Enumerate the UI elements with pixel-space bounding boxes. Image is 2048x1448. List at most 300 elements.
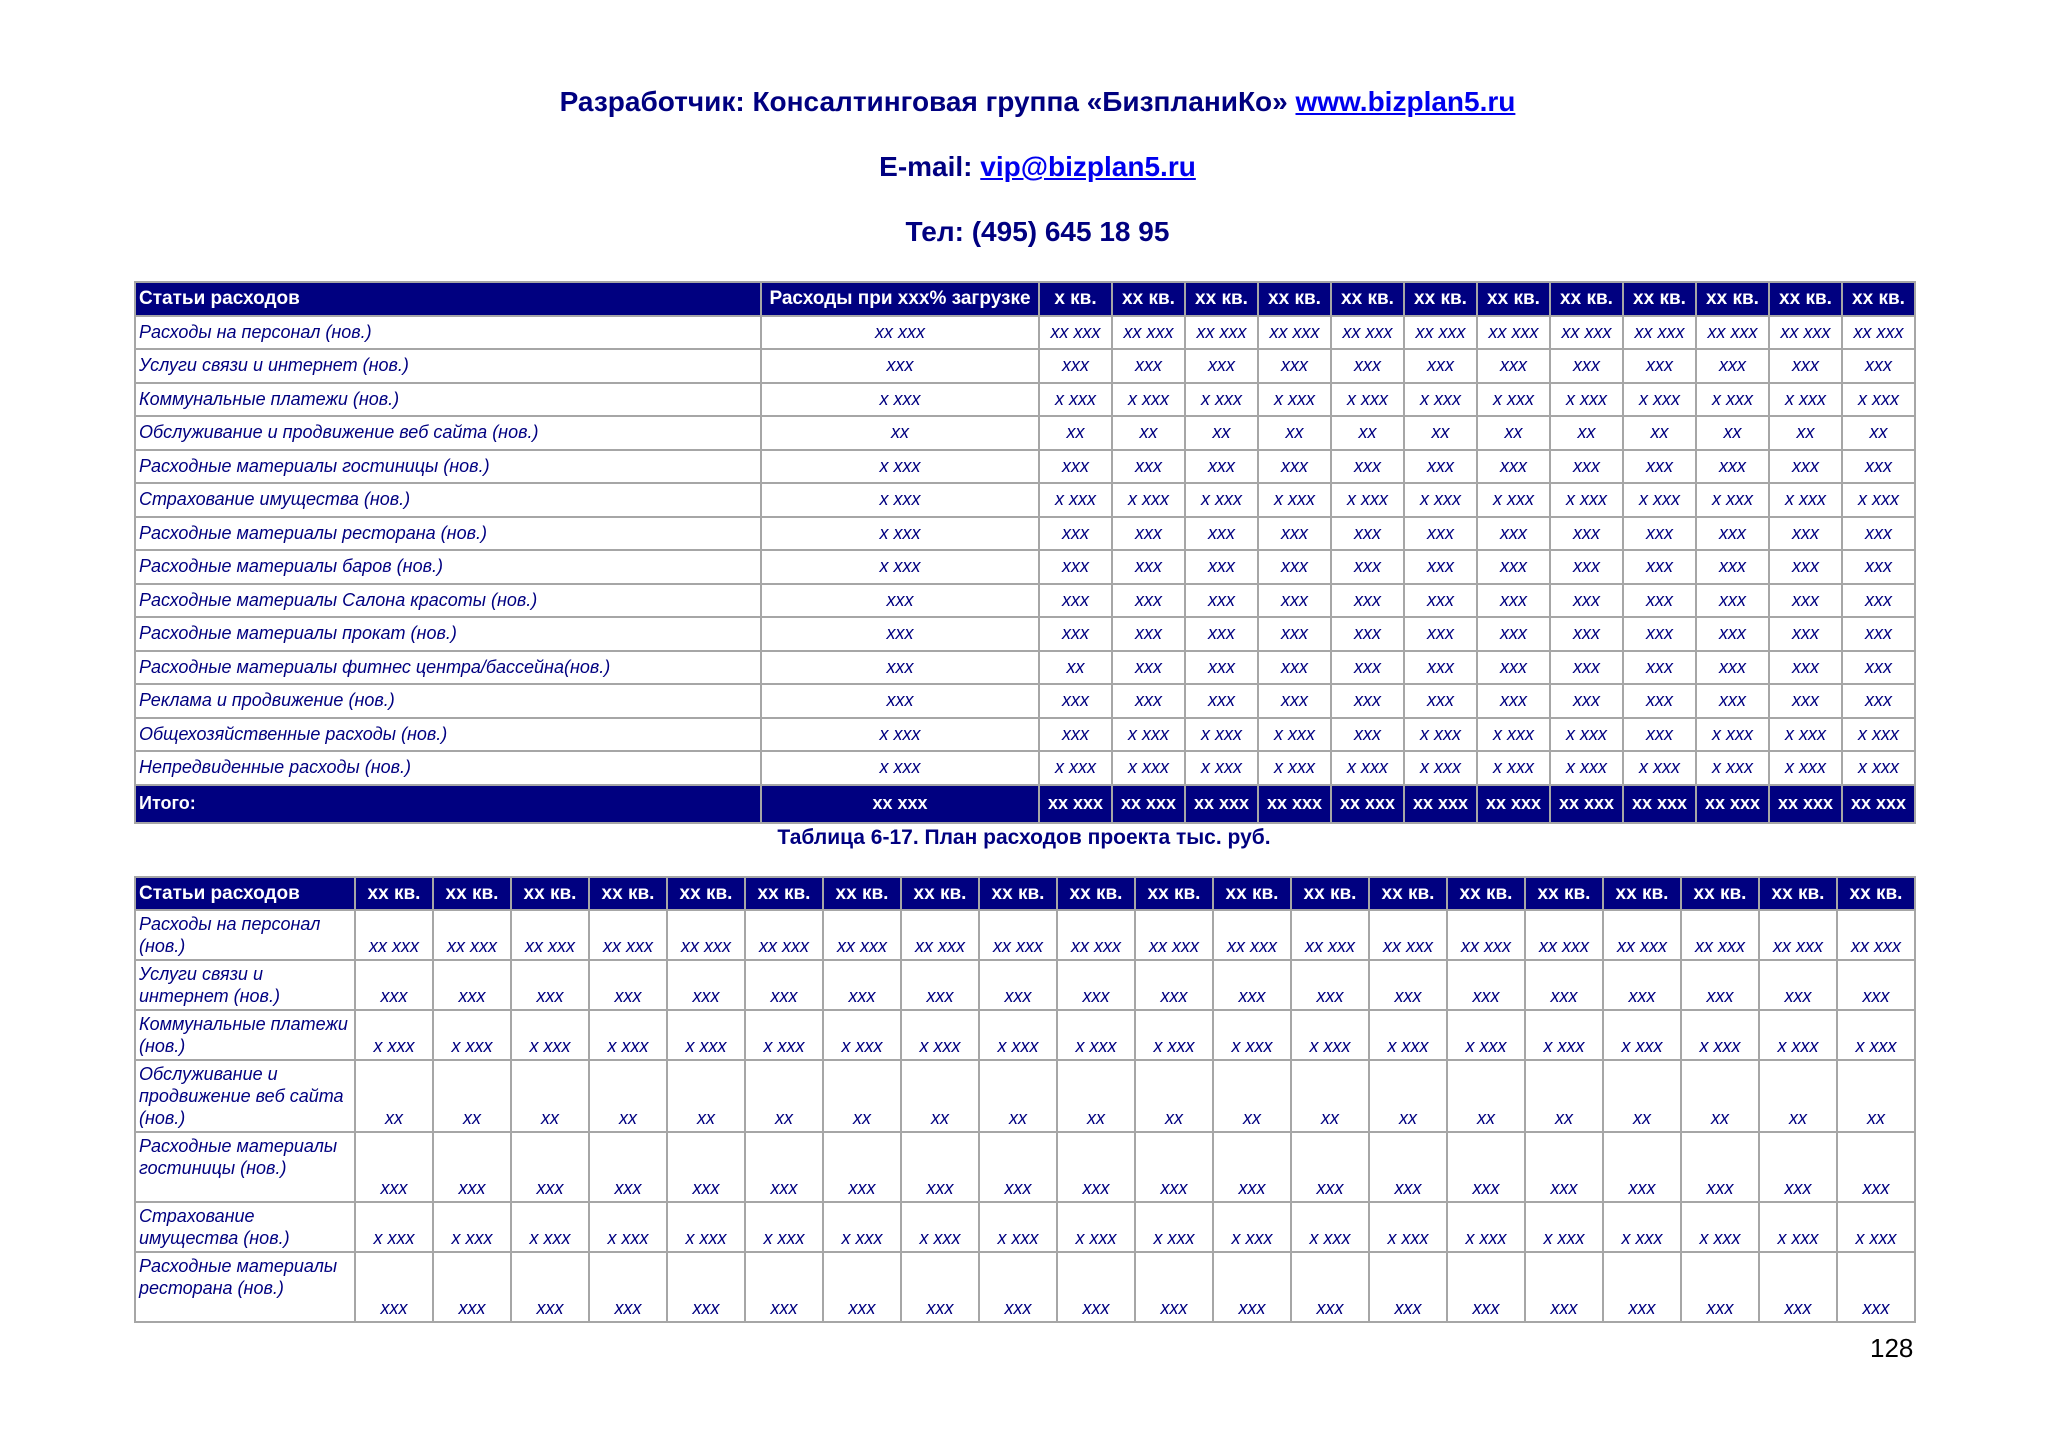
table-cell: ххх — [1404, 684, 1477, 718]
column-header: хх кв. — [1696, 282, 1769, 316]
table-header-row — [135, 877, 1915, 910]
table-cell: х ххх — [823, 1010, 901, 1060]
table-cell: ххх — [979, 1252, 1057, 1322]
table-cell: ххх — [1291, 1132, 1369, 1202]
table-cell: х ххх — [1696, 383, 1769, 417]
table-cell: ххх — [1477, 450, 1550, 484]
table-cell: хх — [1696, 416, 1769, 450]
table-cell: ххх — [1842, 617, 1915, 651]
table-cell: х ххх — [1039, 751, 1112, 785]
table-cell: хх — [1623, 416, 1696, 450]
table-cell: ххх — [1696, 617, 1769, 651]
table-cell: х ххх — [1769, 751, 1842, 785]
column-header: х кв. — [1039, 282, 1112, 316]
column-header: хх кв. — [1837, 877, 1915, 910]
row-label: Расходы на персонал (нов.) — [135, 316, 761, 350]
table-cell: х ххх — [1057, 1010, 1135, 1060]
table-cell: ххх — [1623, 349, 1696, 383]
table-cell: х ххх — [1477, 718, 1550, 752]
table-row — [135, 1252, 1915, 1322]
table-cell: ххх — [1185, 349, 1258, 383]
column-header: хх кв. — [1842, 282, 1915, 316]
column-header: хх кв. — [1185, 282, 1258, 316]
column-header: хх кв. — [1369, 877, 1447, 910]
table-cell: х ххх — [761, 550, 1039, 584]
column-header: хх кв. — [1769, 282, 1842, 316]
table-cell: ххх — [901, 960, 979, 1010]
table-cell: ххх — [1135, 960, 1213, 1010]
table-cell: хх — [761, 416, 1039, 450]
table-cell: ххх — [1696, 684, 1769, 718]
table-cell: х ххх — [1258, 751, 1331, 785]
table-cell: ххх — [1258, 550, 1331, 584]
table-row — [135, 960, 1915, 1010]
table-cell: хх ххх — [1135, 910, 1213, 960]
table-cell: хх — [667, 1060, 745, 1132]
table-cell: х ххх — [1769, 383, 1842, 417]
table-cell: ххх — [1550, 617, 1623, 651]
table-cell: х ххх — [1112, 383, 1185, 417]
table-cell: ххх — [1842, 517, 1915, 551]
row-label: Обслуживание и продвижение веб сайта (нов.) — [135, 1060, 355, 1132]
table-cell: хх — [1057, 1060, 1135, 1132]
table-cell: хх — [1112, 416, 1185, 450]
table-cell: ххх — [1185, 450, 1258, 484]
table-cell: ххх — [1525, 960, 1603, 1010]
phone-line: Тел: (495) 645 18 95 — [905, 216, 1170, 247]
table-cell: х ххх — [1404, 751, 1477, 785]
table-cell: х ххх — [1550, 383, 1623, 417]
table-cell: ххх — [589, 960, 667, 1010]
table-cell: ххх — [1112, 450, 1185, 484]
table-cell: ххх — [761, 584, 1039, 618]
table-cell: ххх — [1404, 584, 1477, 618]
table-cell: хх ххх — [1112, 316, 1185, 350]
table-cell: ххх — [1258, 349, 1331, 383]
table-row — [135, 1202, 1915, 1252]
table-cell: ххх — [1696, 349, 1769, 383]
table-cell: ххх — [1039, 617, 1112, 651]
column-header: хх кв. — [1759, 877, 1837, 910]
table-cell: х ххх — [1112, 751, 1185, 785]
row-label: Реклама и продвижение (нов.) — [135, 684, 761, 718]
table-cell: ххх — [1057, 1252, 1135, 1322]
total-cell: хх ххх — [1039, 785, 1112, 823]
table-cell: хх ххх — [1550, 316, 1623, 350]
table-cell: х ххх — [589, 1202, 667, 1252]
table-cell: ххх — [1550, 349, 1623, 383]
table-cell: ххх — [1477, 349, 1550, 383]
table-cell: ххх — [1681, 1252, 1759, 1322]
column-header: хх кв. — [1057, 877, 1135, 910]
table-cell: хх ххх — [1404, 316, 1477, 350]
table-cell: ххх — [511, 960, 589, 1010]
table-cell: ххх — [1135, 1252, 1213, 1322]
table-cell: х ххх — [1696, 751, 1769, 785]
developer-line — [0, 86, 2048, 118]
table-cell: ххх — [1331, 450, 1404, 484]
table-cell: х ххх — [433, 1202, 511, 1252]
table-cell: х ххх — [1291, 1202, 1369, 1252]
developer-text: Разработчик: Консалтинговая группа «БизпланиКо» — [559, 86, 1296, 117]
table-cell: х ххх — [1603, 1010, 1681, 1060]
table-cell: ххх — [1842, 450, 1915, 484]
table-cell: ххх — [761, 651, 1039, 685]
table-row — [135, 550, 1915, 584]
table-cell: ххх — [355, 960, 433, 1010]
row-label: Расходные материалы гостиницы (нов.) — [135, 450, 761, 484]
column-header: Статьи расходов — [135, 877, 355, 910]
table-cell: ххх — [1135, 1132, 1213, 1202]
table-cell: ххх — [1769, 450, 1842, 484]
table-cell: хх ххх — [1769, 316, 1842, 350]
table-cell: ххх — [761, 684, 1039, 718]
table-cell: ххх — [1477, 550, 1550, 584]
table-cell: ххх — [667, 960, 745, 1010]
table-cell: хх ххх — [1185, 316, 1258, 350]
table-cell: ххх — [1404, 651, 1477, 685]
table-cell: хх — [1550, 416, 1623, 450]
table-cell: хх ххх — [1039, 316, 1112, 350]
table-header-row — [135, 282, 1915, 316]
table-cell: ххх — [1623, 517, 1696, 551]
table-cell: ххх — [1258, 684, 1331, 718]
table-cell: ххх — [761, 349, 1039, 383]
table-cell: х ххх — [1842, 483, 1915, 517]
table-cell: ххх — [1331, 550, 1404, 584]
page-number: 128 — [1870, 1333, 1914, 1363]
column-header: хх кв. — [511, 877, 589, 910]
column-header: хх кв. — [1603, 877, 1681, 910]
table-cell: хх ххх — [1477, 316, 1550, 350]
column-header: Расходы при ххх% загрузке — [761, 282, 1039, 316]
total-cell: хх ххх — [761, 785, 1039, 823]
table-cell: х ххх — [1550, 751, 1623, 785]
table-cell: х ххх — [1135, 1202, 1213, 1252]
table-cell: х ххх — [1623, 483, 1696, 517]
table-cell: ххх — [823, 1132, 901, 1202]
table-cell: ххх — [1447, 1252, 1525, 1322]
column-header: хх кв. — [1135, 877, 1213, 910]
table-cell: ххх — [1842, 349, 1915, 383]
row-label: Общехозяйственные расходы (нов.) — [135, 718, 761, 752]
table-cell: ххх — [1369, 1132, 1447, 1202]
column-header: хх кв. — [1525, 877, 1603, 910]
table-cell: х ххх — [1477, 383, 1550, 417]
table-cell: х ххх — [355, 1010, 433, 1060]
row-label: Расходные материалы гостиницы (нов.) — [135, 1132, 355, 1202]
website-link[interactable]: www.bizplan5.ru — [1295, 86, 1516, 117]
table-cell: ххх — [1331, 651, 1404, 685]
row-label: Услуги связи и интернет (нов.) — [135, 349, 761, 383]
table-cell: х ххх — [1550, 483, 1623, 517]
table-cell: хх — [1477, 416, 1550, 450]
table-cell: хх — [1603, 1060, 1681, 1132]
table-cell: хх — [823, 1060, 901, 1132]
total-cell: хх ххх — [1404, 785, 1477, 823]
table-cell: х ххх — [355, 1202, 433, 1252]
table-cell: хх — [1039, 416, 1112, 450]
table-cell: ххх — [1331, 349, 1404, 383]
table-cell: хх ххх — [1331, 316, 1404, 350]
table-cell: ххх — [979, 1132, 1057, 1202]
table-cell: ххх — [745, 1252, 823, 1322]
row-label: Расходные материалы баров (нов.) — [135, 550, 761, 584]
table-cell: ххх — [745, 960, 823, 1010]
table-cell: х ххх — [1404, 483, 1477, 517]
table-cell: х ххх — [745, 1010, 823, 1060]
table-cell: х ххх — [1185, 751, 1258, 785]
table-cell: ххх — [1369, 960, 1447, 1010]
table-cell: хх — [1769, 416, 1842, 450]
table-cell: хх — [1291, 1060, 1369, 1132]
table-cell: ххх — [667, 1252, 745, 1322]
column-header: хх кв. — [1447, 877, 1525, 910]
table-cell: х ххх — [1477, 483, 1550, 517]
table-cell: ххх — [1696, 517, 1769, 551]
email-link[interactable]: vip@bizplan5.ru — [980, 151, 1196, 182]
table-cell: ххх — [1769, 684, 1842, 718]
table-row — [135, 1060, 1915, 1132]
table-cell: ххх — [1769, 550, 1842, 584]
table-row — [135, 617, 1915, 651]
column-header: хх кв. — [1213, 877, 1291, 910]
table-cell: ххх — [1112, 550, 1185, 584]
table-cell: ххх — [1258, 617, 1331, 651]
table-cell: хх ххх — [1681, 910, 1759, 960]
table-cell: ххх — [1696, 450, 1769, 484]
table-cell: х ххх — [511, 1202, 589, 1252]
table-cell: хх ххх — [1447, 910, 1525, 960]
table-row — [135, 483, 1915, 517]
row-label: Расходные материалы фитнес центра/бассейна(нов.) — [135, 651, 761, 685]
row-label: Страхование имущества (нов.) — [135, 1202, 355, 1252]
table-cell: ххх — [1404, 617, 1477, 651]
table-cell: хх ххх — [979, 910, 1057, 960]
table-cell: ххх — [1185, 617, 1258, 651]
table-cell: ххх — [1258, 651, 1331, 685]
column-header: хх кв. — [1291, 877, 1369, 910]
table-cell: х ххх — [1837, 1010, 1915, 1060]
table-cell: ххх — [1477, 684, 1550, 718]
table-cell: х ххх — [1842, 718, 1915, 752]
expenses-table-continued — [134, 876, 1916, 1323]
table-cell: х ххх — [1603, 1202, 1681, 1252]
table-cell: х ххх — [761, 517, 1039, 551]
table-cell: х ххх — [823, 1202, 901, 1252]
column-header: хх кв. — [667, 877, 745, 910]
table-cell: ххх — [745, 1132, 823, 1202]
row-label: Обслуживание и продвижение веб сайта (нов.) — [135, 416, 761, 450]
table-cell: х ххх — [1769, 718, 1842, 752]
table-cell: ххх — [1213, 960, 1291, 1010]
table-cell: ххх — [1759, 1132, 1837, 1202]
table-cell: х ххх — [1185, 483, 1258, 517]
table-cell: ххх — [823, 960, 901, 1010]
table-cell: х ххх — [1291, 1010, 1369, 1060]
table-cell: х ххх — [1681, 1010, 1759, 1060]
table-cell: х ххх — [1057, 1202, 1135, 1252]
table-cell: ххх — [511, 1252, 589, 1322]
table-cell: ххх — [1769, 584, 1842, 618]
table-cell: х ххх — [761, 450, 1039, 484]
table-cell: х ххх — [1331, 483, 1404, 517]
table-cell: х ххх — [745, 1202, 823, 1252]
table-cell: ххх — [1185, 684, 1258, 718]
table-row — [135, 349, 1915, 383]
table-cell: х ххх — [1842, 751, 1915, 785]
table-cell: ххх — [355, 1252, 433, 1322]
table-cell: ххх — [511, 1132, 589, 1202]
table-cell: ххх — [1769, 349, 1842, 383]
table-cell: ххх — [1842, 651, 1915, 685]
table-cell: ххх — [1623, 651, 1696, 685]
table-cell: х ххх — [1213, 1202, 1291, 1252]
table-cell: ххх — [1696, 550, 1769, 584]
table-row — [135, 910, 1915, 960]
table-cell: ххх — [1039, 550, 1112, 584]
table-cell: хх ххх — [761, 316, 1039, 350]
table-cell: х ххх — [1135, 1010, 1213, 1060]
email-label: E-mail: — [879, 151, 981, 182]
table-cell: ххх — [1331, 718, 1404, 752]
table-cell: хх ххх — [511, 910, 589, 960]
table-cell: хх — [1039, 651, 1112, 685]
total-label: Итого: — [135, 785, 761, 823]
table-cell: х ххх — [1258, 718, 1331, 752]
table-row — [135, 1010, 1915, 1060]
table-cell: ххх — [1185, 550, 1258, 584]
table-cell: ххх — [1550, 517, 1623, 551]
table-cell: х ххх — [1447, 1010, 1525, 1060]
table-cell: хх — [433, 1060, 511, 1132]
table-cell: ххх — [1550, 651, 1623, 685]
table-cell: ххх — [667, 1132, 745, 1202]
table-cell: х ххх — [761, 718, 1039, 752]
row-label: Страхование имущества (нов.) — [135, 483, 761, 517]
row-label: Расходные материалы прокат (нов.) — [135, 617, 761, 651]
table-cell: ххх — [1623, 584, 1696, 618]
expenses-table — [134, 281, 1916, 824]
table-cell: хх — [1842, 416, 1915, 450]
table-cell: хх — [1447, 1060, 1525, 1132]
table-cell: ххх — [1039, 349, 1112, 383]
table-cell: х ххх — [511, 1010, 589, 1060]
column-header: Статьи расходов — [135, 282, 761, 316]
table-cell: х ххх — [979, 1010, 1057, 1060]
total-cell: хх ххх — [1258, 785, 1331, 823]
table-cell: ххх — [1404, 550, 1477, 584]
table-cell: хх — [511, 1060, 589, 1132]
table-cell: х ххх — [1404, 383, 1477, 417]
table-cell: хх ххх — [589, 910, 667, 960]
table-cell: х ххх — [1769, 483, 1842, 517]
table-cell: х ххх — [589, 1010, 667, 1060]
column-header: хх кв. — [589, 877, 667, 910]
table-cell: хх — [1185, 416, 1258, 450]
table-cell: ххх — [1057, 1132, 1135, 1202]
table-cell: ххх — [1331, 517, 1404, 551]
table-cell: ххх — [1039, 450, 1112, 484]
total-row — [135, 785, 1915, 823]
table-cell: ххх — [1447, 1132, 1525, 1202]
table-cell: ххх — [433, 1252, 511, 1322]
table-cell: х ххх — [1623, 383, 1696, 417]
table-cell: ххх — [1112, 517, 1185, 551]
total-cell: хх ххх — [1112, 785, 1185, 823]
table-row — [135, 416, 1915, 450]
column-header: хх кв. — [1331, 282, 1404, 316]
table-cell: х ххх — [1623, 751, 1696, 785]
table-cell: ххх — [1404, 349, 1477, 383]
table-cell: х ххх — [1331, 383, 1404, 417]
row-label: Расходные материалы ресторана (нов.) — [135, 1252, 355, 1322]
table-cell: ххх — [1550, 684, 1623, 718]
table-cell: ххх — [1623, 684, 1696, 718]
table-cell: х ххх — [1696, 718, 1769, 752]
table-cell: х ххх — [1759, 1202, 1837, 1252]
table-cell: ххх — [1185, 584, 1258, 618]
table-cell: ххх — [1623, 450, 1696, 484]
table-cell: х ххх — [1696, 483, 1769, 517]
table-cell: ххх — [1258, 584, 1331, 618]
column-header: хх кв. — [433, 877, 511, 910]
table-cell: ххх — [1769, 517, 1842, 551]
table-cell: ххх — [1681, 960, 1759, 1010]
table-cell: хх — [745, 1060, 823, 1132]
table-cell: хх ххх — [667, 910, 745, 960]
table-cell: х ххх — [761, 751, 1039, 785]
table-cell: ххх — [1550, 550, 1623, 584]
table-cell: ххх — [589, 1252, 667, 1322]
table-cell: х ххх — [667, 1202, 745, 1252]
table-cell: ххх — [1837, 960, 1915, 1010]
table-row — [135, 751, 1915, 785]
table-cell: ххх — [1525, 1252, 1603, 1322]
table-cell: ххх — [1057, 960, 1135, 1010]
email-line — [0, 151, 2048, 183]
table-cell: ххх — [1369, 1252, 1447, 1322]
table-cell: ххх — [761, 617, 1039, 651]
table-cell: ххх — [1185, 517, 1258, 551]
column-header: хх кв. — [1404, 282, 1477, 316]
table-cell: ххх — [979, 960, 1057, 1010]
table-cell: х ххх — [1525, 1202, 1603, 1252]
table-cell: ххх — [1603, 1252, 1681, 1322]
table-cell: ххх — [1477, 517, 1550, 551]
table-cell: хх — [1369, 1060, 1447, 1132]
table-cell: х ххх — [1447, 1202, 1525, 1252]
table-cell: хх ххх — [1213, 910, 1291, 960]
table-cell: х ххх — [979, 1202, 1057, 1252]
table-cell: хх ххх — [355, 910, 433, 960]
table-cell: х ххх — [1369, 1202, 1447, 1252]
total-cell: хх ххх — [1696, 785, 1769, 823]
table-cell: ххх — [1550, 450, 1623, 484]
table-cell: хх — [1331, 416, 1404, 450]
table-cell: хх — [1135, 1060, 1213, 1132]
table-cell: хх — [1258, 416, 1331, 450]
table-cell: ххх — [1837, 1252, 1915, 1322]
table-cell: хх ххх — [1258, 316, 1331, 350]
table-cell: х ххх — [1331, 751, 1404, 785]
table-cell: хх — [355, 1060, 433, 1132]
table-cell: хх ххх — [1759, 910, 1837, 960]
table-cell: х ххх — [1039, 383, 1112, 417]
table-cell: хх — [1404, 416, 1477, 450]
table-cell: ххх — [1331, 584, 1404, 618]
table-cell: хх ххх — [1842, 316, 1915, 350]
